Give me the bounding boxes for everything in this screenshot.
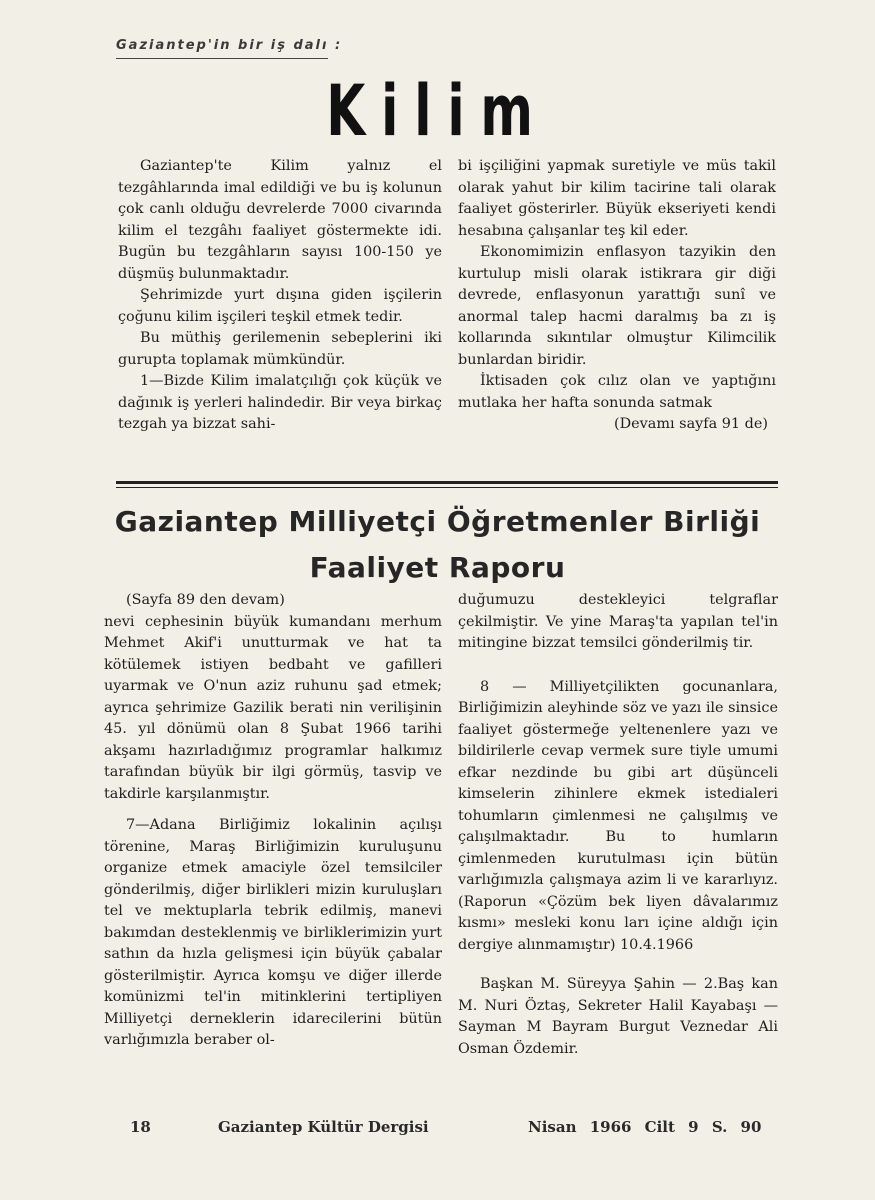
kilim-paragraph: Gaziantep'te Kilim yalnız el tezgâhlarında imal edildiği ve bu iş kolunun çok canlı olduğu devrelerde 7000 civarında kilim el tezgâhı faaliyet göstermekte idi. Bugün bu tezgâhların sayısı 100-150 ye düşmüş bulunmaktadır. (118, 158, 442, 282)
page-number: 18 (130, 1118, 151, 1136)
running-header: Gaziantep'in bir iş dalı : (116, 38, 343, 53)
report-title-line1: Gaziantep Milliyetçi Öğretmenler Birliği (114, 505, 761, 538)
issue-info: Nisan 1966 Cilt 9 S. 90 (528, 1118, 762, 1136)
report-paragraph: 8 — Milliyetçilikten gocunanlara, Birliğimizin aleyhinde söz ve yazı ile sinsice faaliyet göstermeğe yeltenenlere yazı ve bildirilerle cevap vermek sure tiyle umumi efkar nezdinde bu gibi art düşünceli kimselerin zihinlere ekmek istedialeri tohumların çimlenmesi ne çalışılmış ve çalışılmaktadır. Bu to humların çimlenmeden kurutulması için bütün varlığımızla çalışmaya azim li ve kararlıyız. (Raporun «Çözüm bek liyen dâvalarımız kısmı» mesleki konu ları içine aldığı için dergiye alınmamıştır) 10.4.1966 (458, 678, 778, 953)
report-signatories: Başkan M. Süreyya Şahin — 2.Baş kan M. Nuri Öztaş, Sekreter Halil Kayabaşı — Sayman M Bayram Burgut Veznedar Ali Osman Özdemir. (458, 976, 778, 1057)
kilim-paragraph: Şehrimizde yurt dışına giden işçilerin çoğunu kilim işçileri teşkil etmek tedir. (118, 287, 442, 325)
kilim-left-column (118, 156, 442, 436)
report-paragraph: nevi cephesinin büyük kumandanı merhum Mehmet Akif'i unutturmak ve hat ta kötülemek istiyen bedbaht ve gafilleri uyarmak ve O'nun aziz ruhunu şad etmek; ayrıca şehrimize Gazilik berati nin verilişinin 45. yıl dönümü olan 8 Şubat 1966 tarihi akşamı hazırladığımız programlar halkımız tarafından büyük bir ilgi görmüş, tasvip ve takdirle karşılanmıştır. (104, 613, 442, 802)
report-right-column (458, 590, 778, 1060)
kilim-right-column (458, 156, 776, 436)
kilim-paragraph: Ekonomimizin enflasyon tazyikin den kurtulup misli olarak istikrara gir diği devrede, enflasyonun yarattığı sunî ve anormal talep hacmi daralmış ba zı iş kollarında sıkıntılar olmuştur Kilimcilik bunlardan biridir. (458, 244, 776, 368)
section-divider-thin (116, 487, 778, 488)
continued-from-note: (Sayfa 89 den devam) (126, 592, 285, 608)
report-paragraph: 7—Adana Birliğimiz lokalinin açılışı törenine, Maraş Birliğimizin kuruluşunu organize etmek amaciyle özel temsilciler gönderilmiş, diğer birlikleri mizin kuruluşları tel ve mektuplarla tebrik edilmiş, manevi bakımdan desteklenmiş ve birliklerimizin yurt sathın da hızla gelişmesi için büyük çabalar gösterilmiştir. Ayrıca komşu ve diğer illerde komünizmi tel'in mitinklerini tertipliyen Milliyetçi derneklerin idarecilerini bütün varlığımızla beraber ol- (104, 817, 442, 1048)
article-title-kilim: Kilim (326, 70, 549, 152)
report-title-line2: Faaliyet Raporu (309, 551, 566, 584)
kilim-paragraph: bi işçiliğini yapmak suretiyle ve müs takil olarak yahut bir kilim tacirine tali olarak faaliyet gösterirler. Büyük ekseriyeti kendi hesabına çalışanlar teş kil eder. (458, 158, 776, 239)
kilim-paragraph: Bu müthiş gerilemenin sebeplerini iki gurupta toplamak mümkündür. (118, 330, 442, 368)
kilim-paragraph: 1—Bizde Kilim imalatçılığı çok küçük ve dağınık iş yerleri halindedir. Bir veya birkaç tezgah ya bizzat sahi- (118, 373, 442, 432)
section-divider-thick (116, 481, 778, 484)
report-left-column (104, 590, 442, 1052)
header-underline (116, 58, 328, 59)
continued-note: (Devamı sayfa 91 de) (613, 416, 768, 432)
report-paragraph: duğumuzu destekleyici telgraflar çekilmiştir. Ve yine Maraş'ta yapılan tel'in mitingine bizzat temsilci gönderilmiş tir. (458, 592, 778, 651)
kilim-paragraph: İktisaden çok cılız olan ve yaptığını mutlaka her hafta sonunda satmak (458, 373, 776, 411)
magazine-name: Gaziantep Kültür Dergisi (218, 1118, 429, 1136)
